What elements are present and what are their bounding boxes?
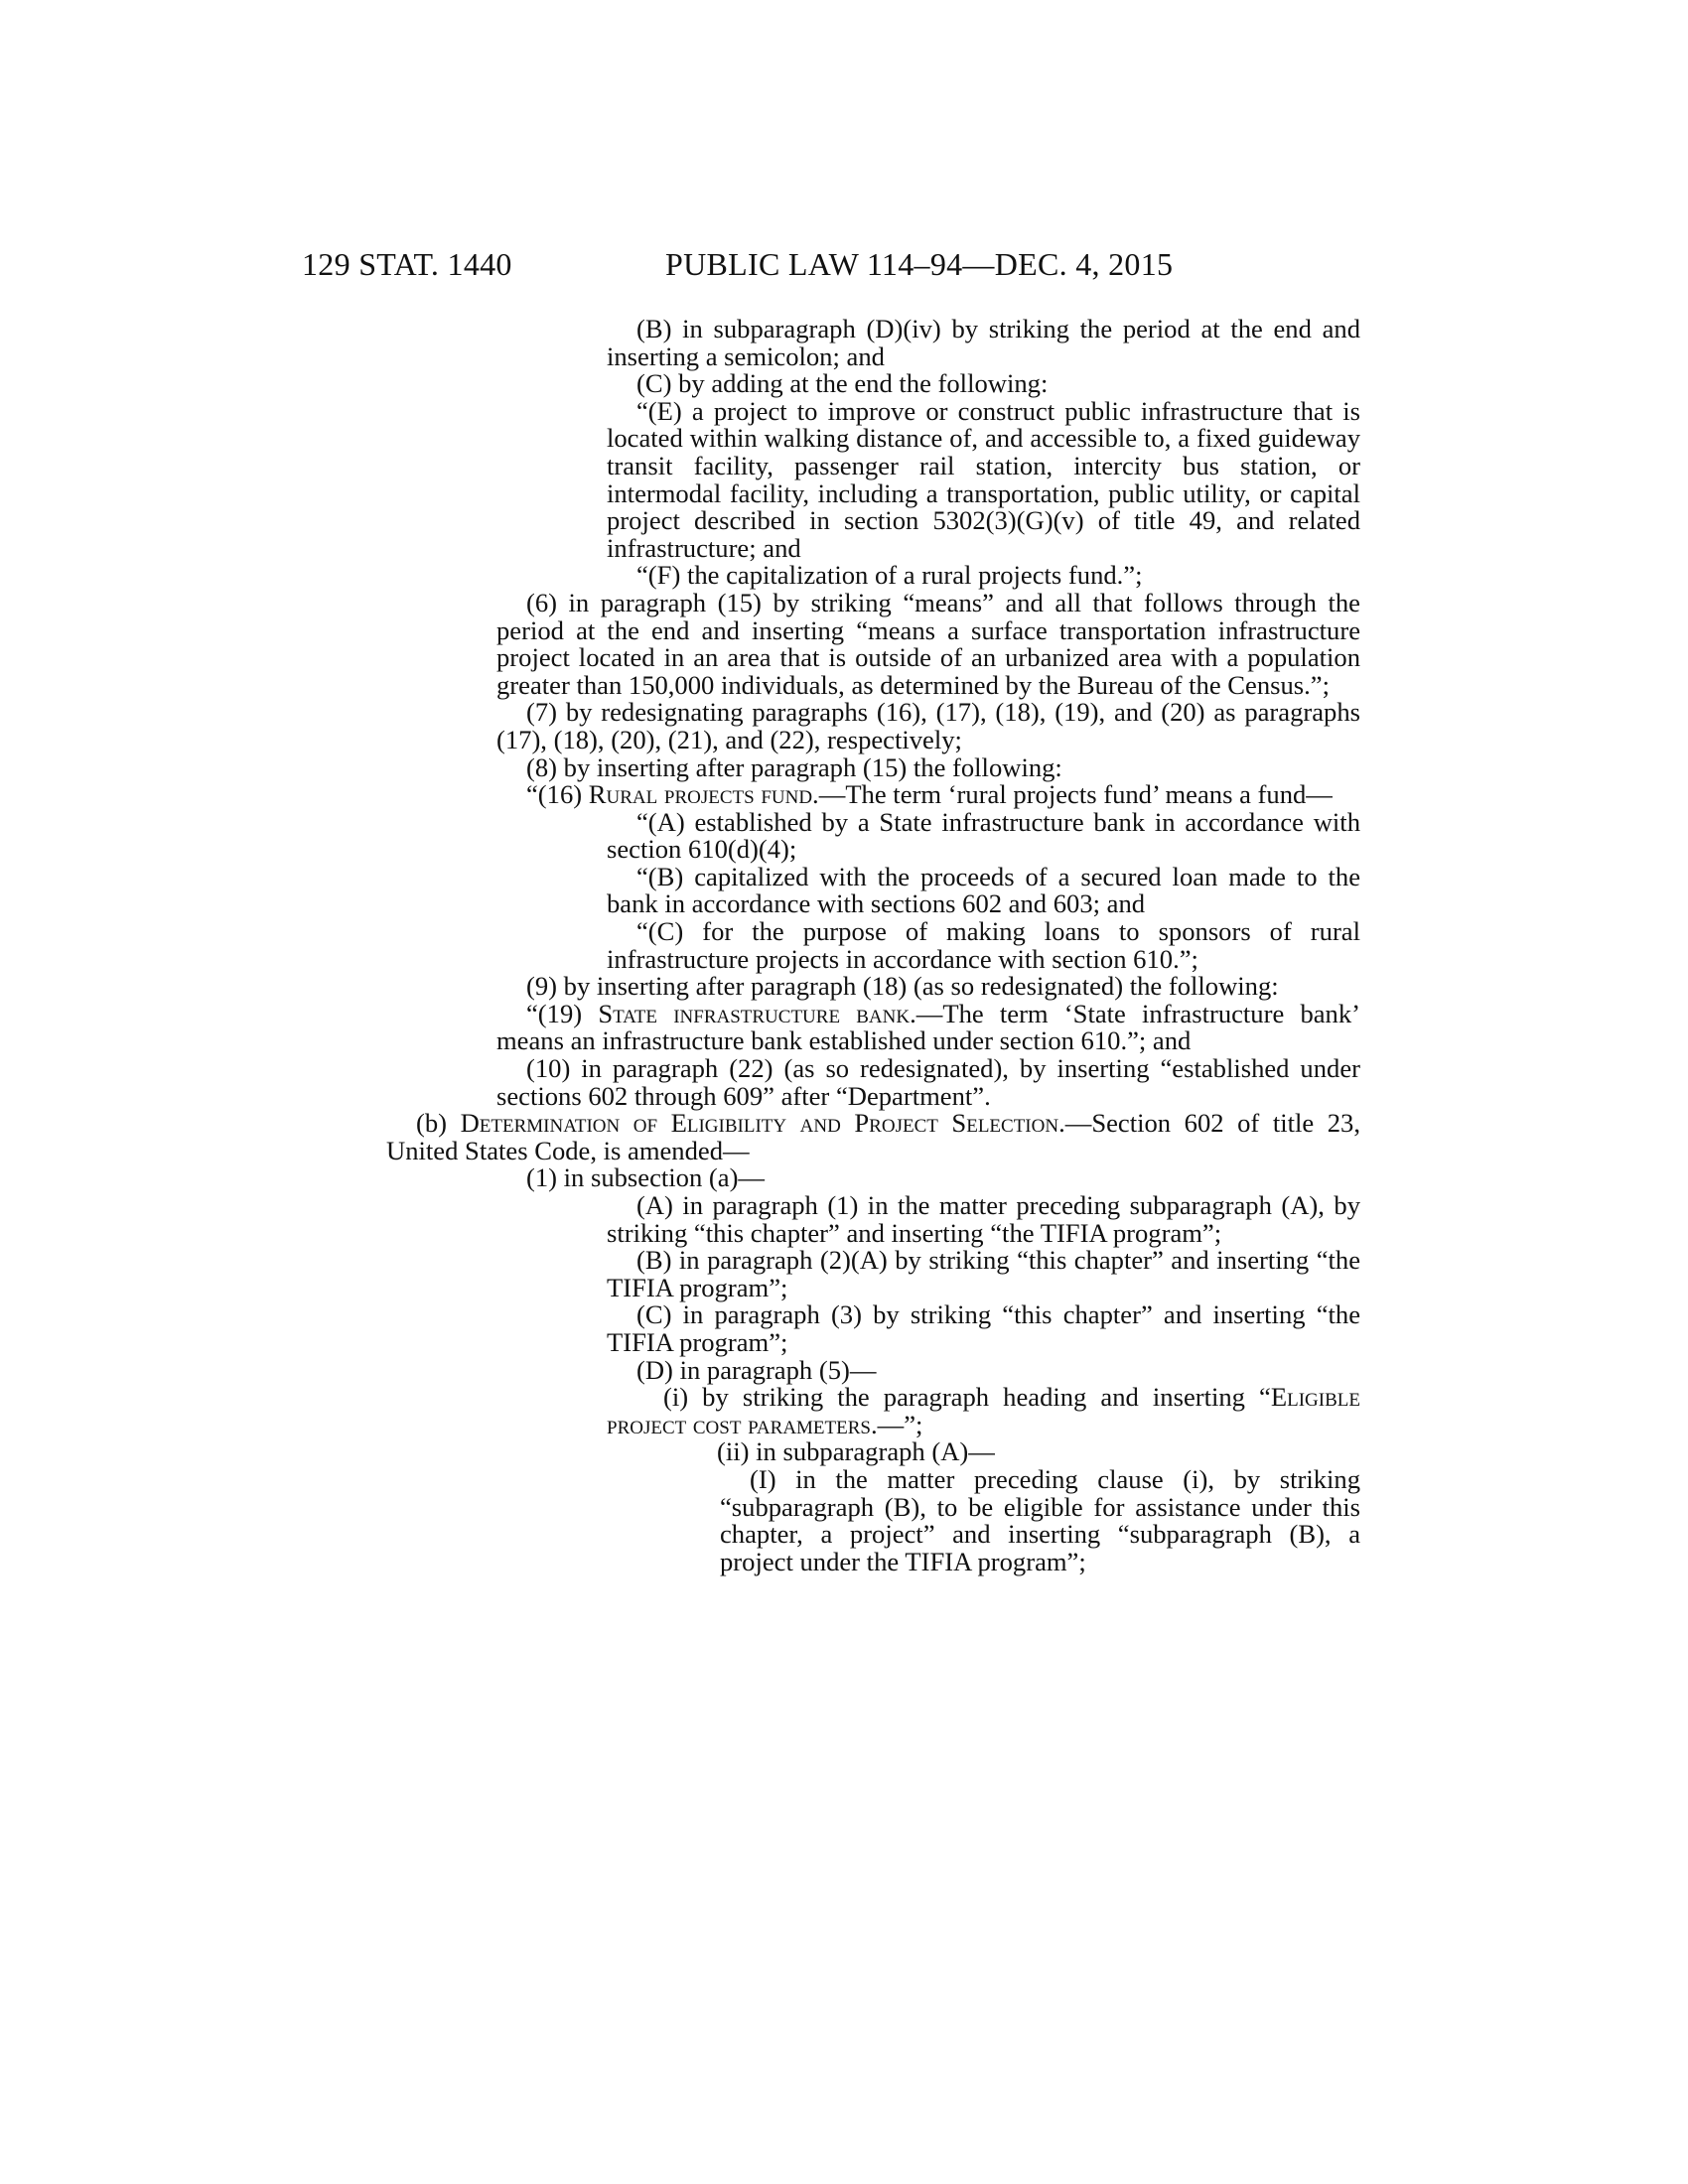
- paragraph-text: —The term ‘rural projects fund’ means a fund—: [818, 779, 1333, 810]
- paragraph: “(A) established by a State infrastructure bank in accordance with section 610(d)(4);: [607, 806, 1360, 865]
- paragraph-heading: Eligible project cost parameters.: [607, 1382, 1360, 1439]
- paragraph: (I) in the matter preceding clause (i), by striking “subparagraph (B), to be eligible for assistance under this chapter, a project” and inserting “subparagraph (B), a project under the TIFIA program”;: [720, 1463, 1360, 1576]
- definition-paragraph: [496, 998, 1361, 1056]
- subsection-heading: Determination of Eligibility and Project Selection.: [460, 1108, 1065, 1139]
- paragraph: (1) in subsection (a)—: [526, 1162, 766, 1193]
- paragraph: (B) in subparagraph (D)(iv) by striking the period at the end and inserting a semicolon; and: [607, 314, 1360, 371]
- paragraph: (A) in paragraph (1) in the matter preceding subparagraph (A), by striking “this chapter” and inserting “the TIFIA program”;: [607, 1190, 1360, 1248]
- paragraph: “(E) a project to improve or construct public infrastructure that is located within walking distance of, and accessible to, a fixed guideway transit facility, passenger rail station, intercity bus station, or intermodal facility, including a transportation, public utility, or capital project described in section 5302(3)(G)(v) of title 49, and related infrastructure; and: [607, 395, 1360, 563]
- paragraph: (8) by inserting after paragraph (15) the following:: [526, 751, 1062, 782]
- paragraph-text: (i) by striking the paragraph heading and inserting “: [663, 1382, 1271, 1413]
- paragraph: (10) in paragraph (22) (as so redesignated), by inserting “established under sections 602 through 609” after “Department”.: [496, 1053, 1360, 1111]
- public-law-header: PUBLIC LAW 114–94—DEC. 4, 2015: [665, 246, 1174, 282]
- paragraph: (9) by inserting after paragraph (18) (as so redesignated) the following:: [526, 971, 1279, 1002]
- paragraph: (B) in paragraph (2)(A) by striking “this chapter” and inserting “the TIFIA program”;: [607, 1245, 1360, 1302]
- paragraph: (7) by redesignating paragraphs (16), (17), (18), (19), and (20) as paragraphs (17), (18), (20), (21), and (22), respectively;: [496, 697, 1360, 754]
- paragraph-text: —”;: [877, 1409, 923, 1439]
- paragraph: (ii) in subparagraph (A)—: [717, 1436, 995, 1467]
- definition-heading: Rural projects fund.: [588, 779, 819, 810]
- paragraph: (C) by adding at the end the following:: [636, 368, 1049, 399]
- paragraph: (D) in paragraph (5)—: [636, 1354, 877, 1385]
- subsection-paragraph: [386, 1110, 1360, 1164]
- definition-paragraph: [496, 781, 1360, 809]
- paragraph-number: “(16): [526, 779, 589, 810]
- paragraph: “(B) capitalized with the proceeds of a secured loan made to the bank in accordance with sections 602 and 603; and: [607, 861, 1360, 919]
- paragraph: (6) in paragraph (15) by striking “means” and all that follows through the period at the end and inserting “means a surface transportation infrastructure project located in an area that is outside of an urbanized area with a population greater than 150,000 individuals, as determined by the Bureau of the Census.”;: [496, 587, 1360, 700]
- paragraph-number: “(19): [526, 998, 599, 1028]
- paragraph: (C) in paragraph (3) by striking “this chapter” and inserting “the TIFIA program”;: [607, 1299, 1360, 1357]
- paragraph: “(C) for the purpose of making loans to sponsors of rural infrastructure projects in accordance with section 610.”;: [607, 916, 1360, 974]
- paragraph-text: —Section 602 of title 23, United States Code, is amended—: [386, 1108, 1360, 1165]
- paragraph: [607, 1384, 1360, 1438]
- subsection-label: (b): [416, 1108, 461, 1139]
- paragraph-text: —The term ‘State infrastructure bank’ means an infrastructure bank established under section 610.”; and: [496, 998, 1361, 1056]
- paragraph: “(F) the capitalization of a rural projects fund.”;: [636, 560, 1143, 591]
- document-body: [386, 314, 1361, 1576]
- statute-page-reference: 129 STAT. 1440: [302, 246, 512, 282]
- definition-heading: State infrastructure bank.: [598, 998, 916, 1028]
